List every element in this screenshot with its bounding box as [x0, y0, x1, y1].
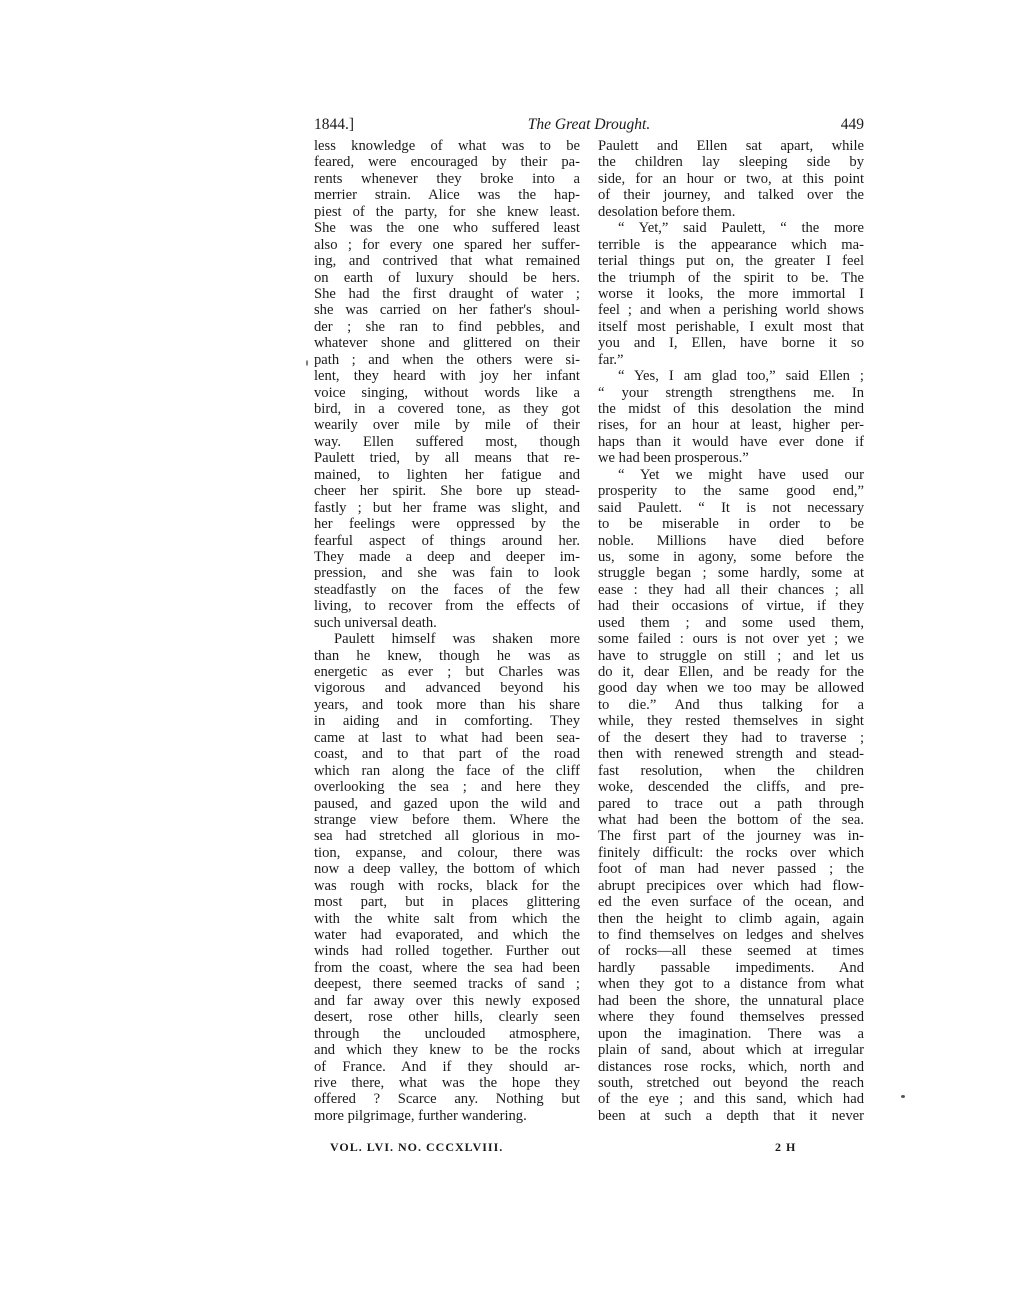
text-line: coast, and to that part of the road: [314, 746, 580, 763]
text-line: to die.” And thus talking for a: [598, 696, 864, 713]
text-line: noble. Millions have died before: [598, 532, 864, 549]
text-line: of rocks—all these seemed at times: [598, 943, 864, 960]
text-line: feel ; and when a perishing world shows: [598, 302, 864, 319]
ink-speck: [901, 1095, 905, 1098]
text-line: do it, dear Ellen, and be ready for the: [598, 664, 864, 680]
text-line: itself most perishable, I exult most that: [598, 318, 864, 335]
text-line: to find themselves on ledges and shelves: [598, 927, 864, 943]
text-line: of their journey, and talked over the: [598, 187, 864, 204]
text-line: which ran along the face of the cliff: [314, 762, 580, 779]
text-line: to be miserable in order to be: [598, 516, 864, 533]
text-line: rents whenever they broke into a: [314, 170, 580, 187]
text-line: fast resolution, when the children: [598, 762, 864, 779]
text-line: She was the one who suffered least: [314, 220, 580, 237]
text-line: paused, and gazed upon the wild and: [314, 795, 580, 812]
text-line: bird, in a covered tone, as they got: [314, 401, 580, 417]
text-line: the children lay sleeping side by: [598, 154, 864, 171]
text-line: on earth of luxury should be hers.: [314, 269, 580, 286]
ink-speck: [306, 360, 308, 366]
text-line: south, stretched out beyond the reach: [598, 1074, 864, 1091]
text-line: her feelings were oppressed by the: [314, 516, 580, 533]
text-line: than he knew, though he was as: [314, 647, 580, 664]
text-line: have to struggle on still ; and let us: [598, 647, 864, 664]
text-line: when they got to a distance from what: [598, 976, 864, 993]
volume-footer: VOL. LVI. NO. CCCXLVIII.: [330, 1140, 504, 1154]
text-line: rises, for an hour at least, higher per-: [598, 417, 864, 434]
text-line: good day when we too may be allowed: [598, 680, 864, 697]
text-line: “ Yet we might have used our: [618, 466, 864, 483]
text-line: cheer her spirit. She bore up stead-: [314, 483, 580, 500]
text-line: deepest, there seemed tracks of sand ;: [314, 976, 580, 993]
text-line: used them ; and some used them,: [598, 614, 864, 631]
text-line: energetic as ever ; but Charles was: [314, 664, 580, 680]
text-line: rive there, what was the hope they: [314, 1074, 580, 1091]
text-line: worse it looks, the more immortal I: [598, 285, 864, 302]
text-line: less knowledge of what was to be: [314, 138, 580, 154]
text-line: then with renewed strength and stead-: [598, 746, 864, 763]
text-line: “ Yes, I am glad too,” said Ellen ;: [618, 368, 864, 385]
text-line: of France. And if they should ar-: [314, 1058, 580, 1075]
text-line: side, for an hour or two, at this point: [598, 170, 864, 187]
text-line: “ Yet,” said Paulett, “ the more: [618, 220, 864, 237]
text-line: foot of man had never passed ; the: [598, 861, 864, 878]
right-text-column: [598, 138, 864, 1124]
text-line: The first part of the journey was in-: [598, 828, 864, 845]
text-line: more pilgrimage, further wandering.: [314, 1107, 527, 1124]
text-line: where they found themselves pressed: [598, 1009, 864, 1026]
text-line: the midst of this desolation the mind: [598, 401, 864, 417]
text-line: water had evaporated, and which the: [314, 927, 580, 943]
text-line: voice singing, without words like a: [314, 384, 580, 401]
left-text-column: [314, 138, 580, 1124]
text-line: came at last to what had been sea-: [314, 729, 580, 746]
text-line: vigorous and advanced beyond his: [314, 680, 580, 697]
text-line: She had the first draught of water ;: [314, 285, 580, 302]
running-header: [314, 116, 864, 136]
text-line: fearful aspect of things around her.: [314, 532, 580, 549]
text-line: path ; and when the others were si-: [314, 351, 580, 368]
text-line: steadfastly on the faces of the few: [314, 581, 580, 598]
text-line: Paulett and Ellen sat apart, while: [598, 138, 864, 154]
text-line: feared, were encouraged by their pa-: [314, 154, 580, 171]
text-line: “ your strength strengthens me. In: [598, 384, 864, 401]
text-line: prosperity to the same good end,”: [598, 483, 864, 500]
text-line: abrupt precipices over which had flow-: [598, 877, 864, 894]
text-line: woke, descended the cliffs, and pre-: [598, 779, 864, 796]
text-line: from the coast, where the sea had been: [314, 959, 580, 976]
text-line: strange view before them. Where the: [314, 811, 580, 828]
text-line: of the eye ; and this sand, which had: [598, 1091, 864, 1108]
header-year: 1844.]: [314, 116, 355, 133]
signature-mark: 2 H: [775, 1140, 797, 1154]
text-line: been at such a depth that it never: [598, 1107, 864, 1124]
text-line: Paulett tried, by all means that re-: [314, 450, 580, 467]
text-line: was rough with rocks, black for the: [314, 877, 580, 894]
text-line: terial things put on, the greater I feel: [598, 253, 864, 270]
text-line: while, they rested themselves in sight: [598, 713, 864, 730]
text-line: ease : they had all their chances ; all: [598, 581, 864, 598]
text-line: They made a deep and deeper im-: [314, 548, 580, 565]
text-line: pression, and she was fain to look: [314, 565, 580, 582]
text-line: offered ? Scarce any. Nothing but: [314, 1091, 580, 1108]
text-line: desert, rose other hills, clearly seen: [314, 1009, 580, 1026]
text-line: in aiding and in comforting. They: [314, 713, 580, 730]
text-line: and which they knew to be the rocks: [314, 1042, 580, 1059]
text-line: then the height to climb again, again: [598, 910, 864, 927]
text-line: far.”: [598, 351, 624, 368]
text-line: struggle began ; some hardly, some at: [598, 565, 864, 582]
text-line: overlooking the sea ; and here they: [314, 779, 580, 796]
text-line: and far away over this newly exposed: [314, 992, 580, 1009]
text-line: what had been the bottom of the sea.: [598, 811, 864, 828]
header-title: The Great Drought.: [527, 116, 651, 133]
text-line: years, and took more than his share: [314, 696, 580, 713]
text-line: had been the shore, the unnatural place: [598, 992, 864, 1009]
text-line: we had been prosperous.”: [598, 450, 749, 467]
text-line: way. Ellen suffered most, though: [314, 433, 580, 450]
text-line: terrible is the appearance which ma-: [598, 236, 864, 253]
text-line: pared to trace out a path through: [598, 795, 864, 812]
text-line: finitely difficult: the rocks over which: [598, 844, 864, 861]
text-line: she was carried on her father's shoul-: [314, 302, 580, 319]
text-line: wearily over mile by mile of their: [314, 417, 580, 434]
text-line: us, some in agony, some before the: [598, 548, 864, 565]
text-line: you and I, Ellen, have borne it so: [598, 335, 864, 352]
text-line: upon the imagination. There was a: [598, 1025, 864, 1042]
text-line: also ; for every one spared her suffer-: [314, 236, 580, 253]
text-line: merrier strain. Alice was the hap-: [314, 187, 580, 204]
text-line: said Paulett. “ It is not necessary: [598, 499, 864, 516]
text-line: had their occasions of virtue, if they: [598, 598, 864, 615]
text-line: through the unclouded atmosphere,: [314, 1025, 580, 1042]
text-line: living, to recover from the effects of: [314, 598, 580, 615]
text-line: piest of the party, for she knew least.: [314, 203, 580, 220]
text-line: whatever shone and glittered on their: [314, 335, 580, 352]
text-line: with the white salt from which the: [314, 910, 580, 927]
text-line: of the desert they had to traverse ;: [598, 729, 864, 746]
text-line: sea had stretched all glorious in mo-: [314, 828, 580, 845]
page-number: 449: [840, 116, 864, 133]
text-line: distances rose rocks, which, north and: [598, 1058, 864, 1075]
text-line: desolation before them.: [598, 203, 736, 220]
text-line: ed the even surface of the ocean, and: [598, 894, 864, 911]
text-line: the triumph of the spirit to be. The: [598, 269, 864, 286]
text-line: such universal death.: [314, 614, 437, 631]
text-line: some failed : ours is not over yet ; we: [598, 631, 864, 648]
text-line: lent, they heard with joy her infant: [314, 368, 580, 385]
text-line: mained, to lighten her fatigue and: [314, 466, 580, 483]
text-line: tion, expanse, and colour, there was: [314, 844, 580, 861]
text-line: now a deep valley, the bottom of which: [314, 861, 580, 878]
text-line: Paulett himself was shaken more: [334, 631, 580, 648]
text-line: hardly passable impediments. And: [598, 959, 864, 976]
text-line: fastly ; but her frame was slight, and: [314, 499, 580, 516]
text-line: haps than it would have ever done if: [598, 433, 864, 450]
text-line: plain of sand, about which at irregular: [598, 1042, 864, 1059]
text-line: most part, but in places glittering: [314, 894, 580, 911]
text-line: winds had rolled together. Further out: [314, 943, 580, 960]
text-line: der ; she ran to find pebbles, and: [314, 318, 580, 335]
text-line: ing, and contrived that what remained: [314, 253, 580, 270]
